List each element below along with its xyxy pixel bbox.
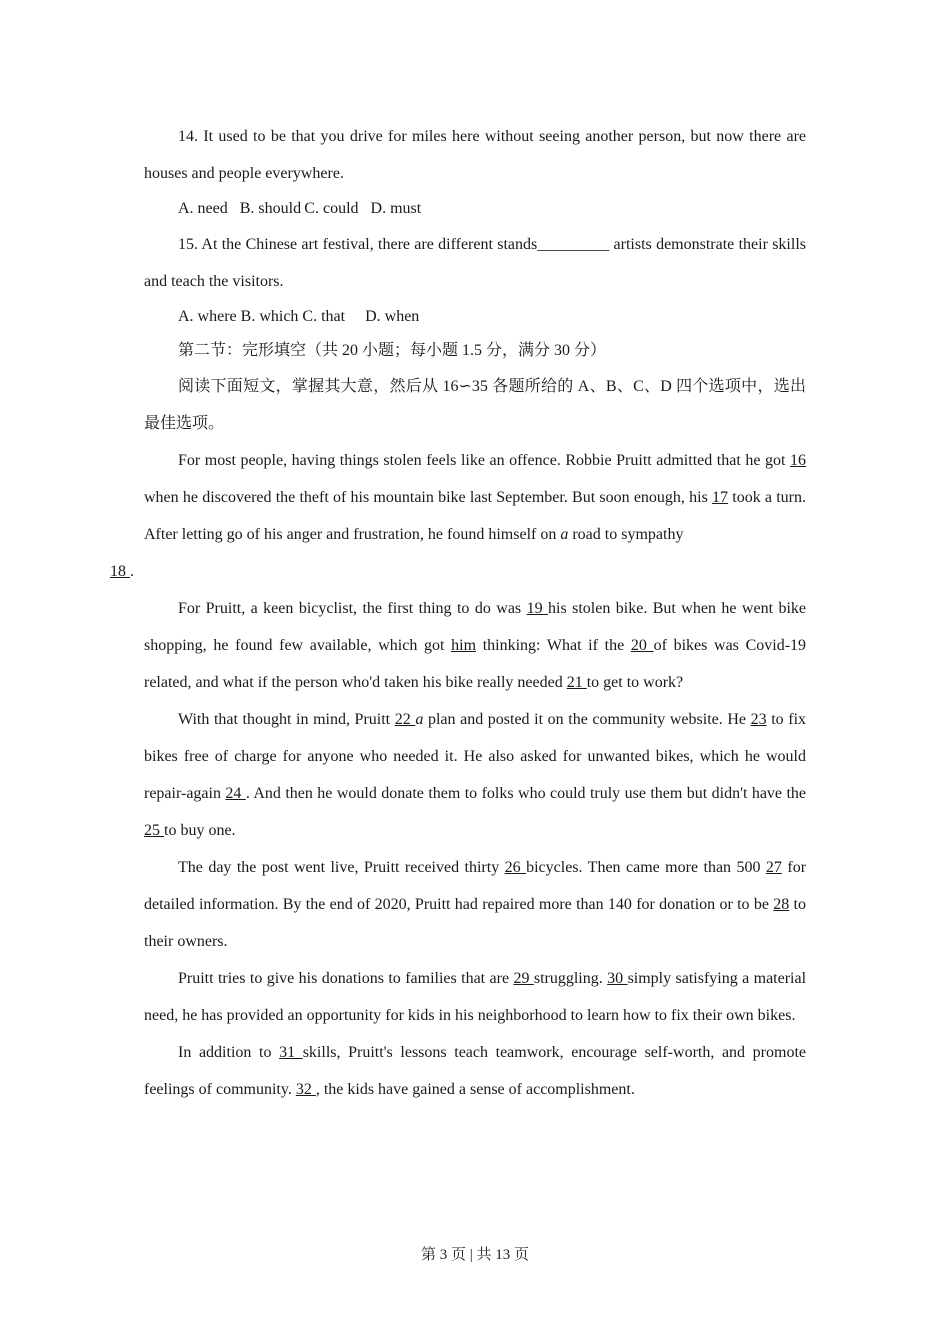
passage-text: plan and posted it on the community website. He [423, 711, 751, 728]
passage-text: The day the post went live, Pruitt received thirty [178, 859, 505, 876]
blank-19: 19 [526, 600, 549, 617]
passage-text: for detailed information. By the end of 2020, Pruitt had repaired more than 140 for donation or to be [144, 859, 807, 913]
blank-22: 22 [394, 711, 416, 728]
blank-20: 20 [630, 637, 654, 654]
passage-text: took a turn. After letting go of his anger and frustration, he found himself on [144, 489, 806, 543]
blank-17: 17 [712, 489, 729, 506]
passage-text: thinking: What if the [476, 637, 631, 654]
passage-text: to get to work? [586, 674, 684, 691]
page-content [110, 118, 807, 1108]
passage-text: to their owners. [144, 896, 806, 950]
passage-text: struggling. [533, 970, 608, 987]
passage-text: . [130, 563, 134, 580]
passage-text: . And then he would donate them to folks who could truly use them but didn't have the [245, 785, 806, 802]
passage-text: For most people, having things stolen feels like an offence. Robbie Pruitt admitted that he got [178, 452, 790, 469]
question-15-stem [144, 226, 806, 300]
passage-text: road to sympathy [568, 526, 684, 543]
blank-28: 28 [773, 896, 790, 913]
italic-article: a [560, 526, 569, 543]
blank-21: 21 [566, 674, 587, 691]
passage-text: of bikes was Covid-19 related, and what if the person who'd taken his bike really needed [144, 637, 807, 691]
passage-text: to fix bikes free of charge for anyone who needed it. He also asked for unwanted bikes, which he would repair-again [144, 711, 807, 802]
passage-text: skills, Pruitt's lessons teach teamwork, encourage self-worth, and promote feelings of community. [144, 1044, 806, 1098]
passage-paragraph-6 [144, 1034, 806, 1108]
passage-paragraph-4 [144, 849, 806, 960]
blank-18: 18 [110, 563, 130, 580]
blank-25: 25 [144, 822, 164, 839]
blank-26: 26 [504, 859, 527, 876]
blank-23: 23 [750, 711, 767, 728]
passage-text: , the kids have gained a sense of accomplishment. [315, 1081, 635, 1098]
blank-30: 30 [607, 970, 628, 987]
question-15-options: A. where B. which C. that D. when [178, 308, 420, 325]
question-14-stem: 14. It used to be that you drive for miles here without seeing another person, but now there are houses and people everywhere. [144, 128, 806, 182]
blank-27: 27 [765, 859, 782, 876]
passage-text: For Pruitt, a keen bicyclist, the first thing to do was [178, 600, 527, 617]
passage-text: bicycles. Then came more than 500 [526, 859, 766, 876]
passage-text: his stolen bike. But when he went bike shopping, he found few available, which got [144, 600, 807, 654]
page-footer: 第 3 页 | 共 13 页 [420, 1247, 529, 1263]
blank-32: 32 [295, 1081, 316, 1098]
passage-text: Pruitt tries to give his donations to families that are [178, 970, 514, 987]
italic-article: a [415, 711, 424, 728]
passage-paragraph-1 [110, 442, 806, 590]
section-2-heading: 第二节：完形填空（共 20 小题；每小题 1.5 分，满分 30 分） [178, 342, 607, 359]
blank-31: 31 [279, 1044, 303, 1061]
passage-paragraph-5 [144, 960, 806, 1034]
question-15-text-b: artists demonstrate their skills and teach the visitors. [144, 236, 806, 290]
passage-paragraph-3 [144, 701, 806, 849]
underlined-him: him [451, 637, 477, 654]
section-2-instruction: 阅读下面短文，掌握其大意，然后从 16∽35 各题所给的 A、B、C、D 四个选项中，选出最佳选项。 [144, 378, 806, 432]
question-15-blank: _________ [537, 236, 610, 253]
passage-paragraph-2 [144, 590, 806, 701]
blank-24: 24 [225, 785, 246, 802]
passage-text: to buy one. [164, 822, 236, 839]
passage-text: With that thought in mind, Pruitt [178, 711, 395, 728]
passage-text: In addition to [178, 1044, 280, 1061]
passage-text: simply satisfying a material need, he has provided an opportunity for kids in his neighborhood to learn how to fix their own bikes. [144, 970, 807, 1024]
question-15-text-a: 15. At the Chinese art festival, there are different stands [178, 236, 538, 253]
question-14-options: A. need B. should C. could D. must [178, 200, 422, 217]
blank-29: 29 [513, 970, 534, 987]
passage-text: when he discovered the theft of his mountain bike last September. But soon enough, his [144, 489, 713, 506]
blank-16: 16 [790, 452, 806, 469]
